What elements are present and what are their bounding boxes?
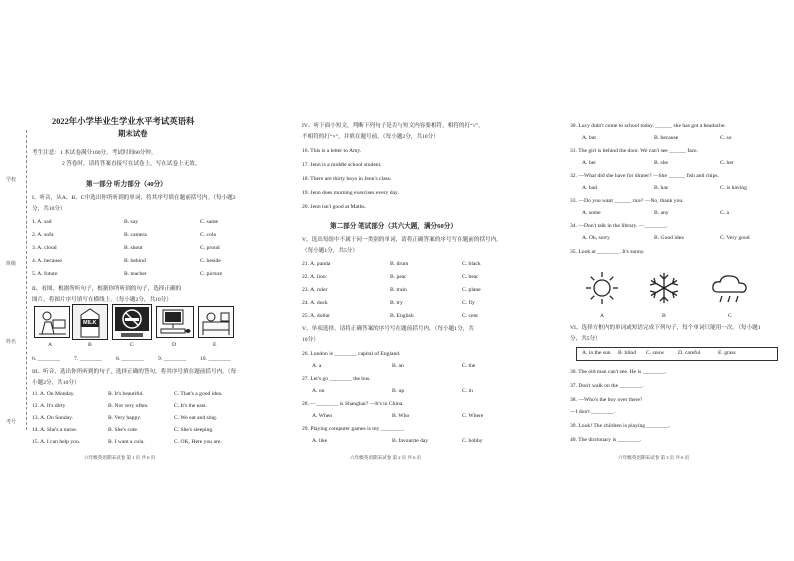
question-instruction: （每小题1分，共5分） [302,248,358,254]
weather-label: B [662,313,666,319]
option-a: 25. A. dollar [302,313,330,319]
answer-blank[interactable]: 6. ________ [32,356,60,362]
question-stem: 33. —Do you want ______ rice? —No, thank you. [570,198,684,204]
option-a: 15. A. I can help you. [32,439,81,445]
milk-label: MILK [83,320,97,326]
option-c: C. in [462,388,473,394]
question-instruction: I、听音，从A、B、C中选出你所听到的单词，将其序号填在题前括号内。（每小题2 [32,195,236,201]
girl-in-bed-icon [199,307,233,337]
option-a: 3. A. cloud [32,245,57,251]
judgment-item: 18. There are thirty boys in Jenn's class. [302,176,392,182]
answer-blank[interactable]: 8. ________ [116,356,144,362]
judgment-item: 20. Jenn isn't good at Maths. [302,204,366,210]
picture-label: C [130,342,134,348]
option-b: B. train [390,287,407,293]
reading-boy-icon [35,307,69,337]
option-c: C. plane [462,287,481,293]
judgment-item: 16. This is a letter to Amy. [302,148,362,154]
option-a: A. like [312,438,328,444]
option-a: 4. A. because [32,258,62,264]
option-a: 23. A. ruler [302,287,328,293]
answer-blank[interactable]: 9. ________ [158,356,186,362]
page-footer: 六年级英语期末试卷 第 2 页 共 6 页 [350,455,422,460]
option-c: C. black [462,261,481,267]
option-b: B. behind [124,258,146,264]
option-a: A. had [582,185,597,191]
word-option: E. grass [718,350,736,356]
question-stem: 29. Playing computer games is my ________. [302,426,405,432]
option-c: C. is having [720,185,747,191]
question-instruction: 分，共10分） [32,206,66,212]
option-b: B. up [392,388,405,394]
fill-item: 39. Look! The children is playing ________. [570,423,671,429]
part2-heading: 第二部分 笔试部分（共六大题，满分60分） [330,223,457,230]
question-instruction: 10分） [302,337,319,343]
option-b: B. camera [124,232,147,238]
option-b: B. shout [124,245,143,251]
option-b: B. has [654,185,668,191]
option-c: C. That's a good idea. [174,391,223,397]
option-a: A. but [582,135,596,141]
judgment-item: 17. Jenn is a middle school student. [302,162,382,168]
option-b: B. try [390,300,403,306]
answer-blank[interactable]: 7. ________ [74,356,102,362]
option-b: B. any [654,210,669,216]
option-a: 1. A. sad [32,219,52,225]
binding-label: 学校 [6,178,17,183]
binding-label: 班级 [6,262,17,267]
question-instruction: II、看图，根据所听句子，根据你所听到的句子，选择正确的 [32,286,182,292]
question-stem: 30. Lucy didn't come to school today. ______ she has got a headache. [570,123,726,129]
option-c: C. bear [462,274,479,280]
fill-item: 36. The old man can't see. He is ________. [570,369,667,375]
option-b: B. Good idea [654,235,684,241]
option-c: C. proud [200,245,220,251]
option-c: C. beside [200,258,221,264]
exam-subtitle: 期末试卷 [118,129,148,138]
option-a: 22. A. lion [302,274,326,280]
option-a: A. on [312,388,325,394]
picture-label: A [48,342,53,348]
option-a: 11. A. On Monday. [32,391,75,397]
word-option: D. careful [678,350,701,356]
option-c: C. a [720,210,730,216]
option-b: B. she [654,160,668,166]
option-a: 13. A. On Sunday. [32,415,73,421]
question-instruction: III、听音，选出你所听到的句子，选择正确的答句，将其序号填在题前括号内。（每 [32,369,237,375]
option-a: A. a [312,363,322,369]
option-b: B. pear [390,274,407,280]
question-instruction: V、单项选择。请将正确答案的序号写在题前括号内。（每小题1分，共 [302,326,474,332]
page-footer: 六年级英语期末试卷 第 1 页 共 6 页 [84,455,156,460]
option-c: C. same [200,219,219,225]
option-b: B. say [124,219,138,225]
option-c: C. Where [462,413,484,419]
option-c: C. cola [200,232,216,238]
fill-item: —I don't ________. [570,409,615,415]
question-instruction: V、选出每组中不属于同一类别的单词，请将正确答案的序号写在题前的括号内。 [302,237,502,243]
option-a: A. some [582,210,601,216]
option-a: A. her [582,160,596,166]
option-c: C. Very good [720,235,750,241]
weather-label: C [728,313,732,319]
option-b: B. teacher [124,271,147,277]
question-stem: 31. The girl is behind the door. We can't see ______ face. [570,148,699,154]
question-stem: 32. —What did she have for dinner? —She ______ fish and chips. [570,173,719,179]
option-b: B. I want a cola. [108,439,145,445]
option-a: 21. A. panda [302,261,331,267]
picture-e [198,306,234,338]
option-b: B. Very happy. [108,415,142,421]
option-c: C. so [720,135,732,141]
option-c: C. the [462,363,476,369]
exam-title: 2022年小学毕业生学业水平考试英语科 [52,117,195,126]
option-b: B. English [390,313,414,319]
picture-a [34,306,70,338]
option-a: 24. A. duck [302,300,328,306]
question-instruction: 图片，将图片序号填写在横线上。（每小题2分，共10分） [32,297,172,303]
option-c: C. OK, Here you are. [174,439,222,445]
option-b: B. It's beautiful. [108,391,144,397]
option-a: A. Oh, sorry [582,235,610,241]
picture-b [72,304,108,340]
binding-label: 姓名 [6,340,17,345]
binding-label: 考号 [6,420,17,425]
fill-item: 38. —Who's the boy over there? [570,397,643,403]
word-option: A. in the sun [582,350,611,356]
option-c: C. picture [200,271,223,277]
question-stem: 26. London is ________ capital of England. [302,351,401,357]
option-c: C. We eat and sing. [174,415,218,421]
picture-d [156,306,194,338]
computer-icon [157,307,193,337]
part1-heading: 第一部分 听力部分（40分） [86,181,167,188]
question-stem: 28. —________ is Shanghai? —It's in China. [302,401,404,407]
option-c: C. cent [462,313,478,319]
question-instruction: VI、选择方框内的单词或短语完成下列句子，每个单词只能用一次。（每小题1 [570,325,761,331]
option-b: B. because [654,135,679,141]
option-c: C. her [720,160,734,166]
picture-label: B [88,342,92,348]
option-b: B. Who [392,413,410,419]
option-c: C. hobby [462,438,483,444]
option-b: B. Not very often. [108,403,149,409]
weather-label: A [600,313,605,319]
page-footer: 六年级英语期末试卷 第 3 页 共 6 页 [618,455,690,460]
option-a: 12. A. It's dirty [32,403,66,409]
option-b: B. She's cute. [108,427,139,433]
option-c: C. It's the east. [174,403,207,409]
option-c: C. fly [462,300,475,306]
question-stem: 35. Look at ________. It's sunny. [570,249,645,255]
option-a: A. When [312,413,333,419]
answer-blank[interactable]: 10. ________ [200,356,231,362]
option-b: B. drum [390,261,409,267]
option-a: 5. A. future [32,271,58,277]
exam-note: 考生注意：1 本试卷满分100分，考试时间60分钟。 [32,150,157,156]
question-instruction: IV、听下面小短文，判断下列句子是否与短文内容要相符，相符的打“√”， [302,123,484,129]
snowflake-icon [646,270,682,306]
word-option: B. blind [618,350,637,356]
rain-cloud-icon [710,272,750,306]
fill-item: 37. Don't walk on the ________. [570,383,644,389]
word-option: C. snow [646,350,665,356]
option-a: 2. A. sofa [32,232,54,238]
question-instruction: 小题2分，共10分） [32,380,80,386]
no-smoking-icon [113,305,151,339]
question-stem: 27. Let's go ________ the bus. [302,376,371,382]
option-b: B. favourite day [392,438,429,444]
picture-label: E [213,342,217,348]
picture-c [112,304,152,340]
exam-note: 2 答卷时，请将答案直接写在试卷上，写在试卷上无效。 [62,161,201,167]
option-a: 14. A. She's a nurse. [32,427,78,433]
fill-item: 40. The dictionary is ________. [570,437,642,443]
picture-label: D [172,342,177,348]
sun-icon [584,270,620,306]
question-instruction: 不相符的打“×”，并填在题号前。（每小题2分，共10分） [302,134,439,140]
question-stem: 34. —Don't talk in the library. —________. [570,223,669,229]
binding-line [26,130,27,430]
option-c: C. She's sleeping. [174,427,214,433]
option-b: B. an [392,363,404,369]
judgment-item: 19. Jenn does morning exercises every day. [302,190,399,196]
question-instruction: 分，共5分） [570,336,601,342]
